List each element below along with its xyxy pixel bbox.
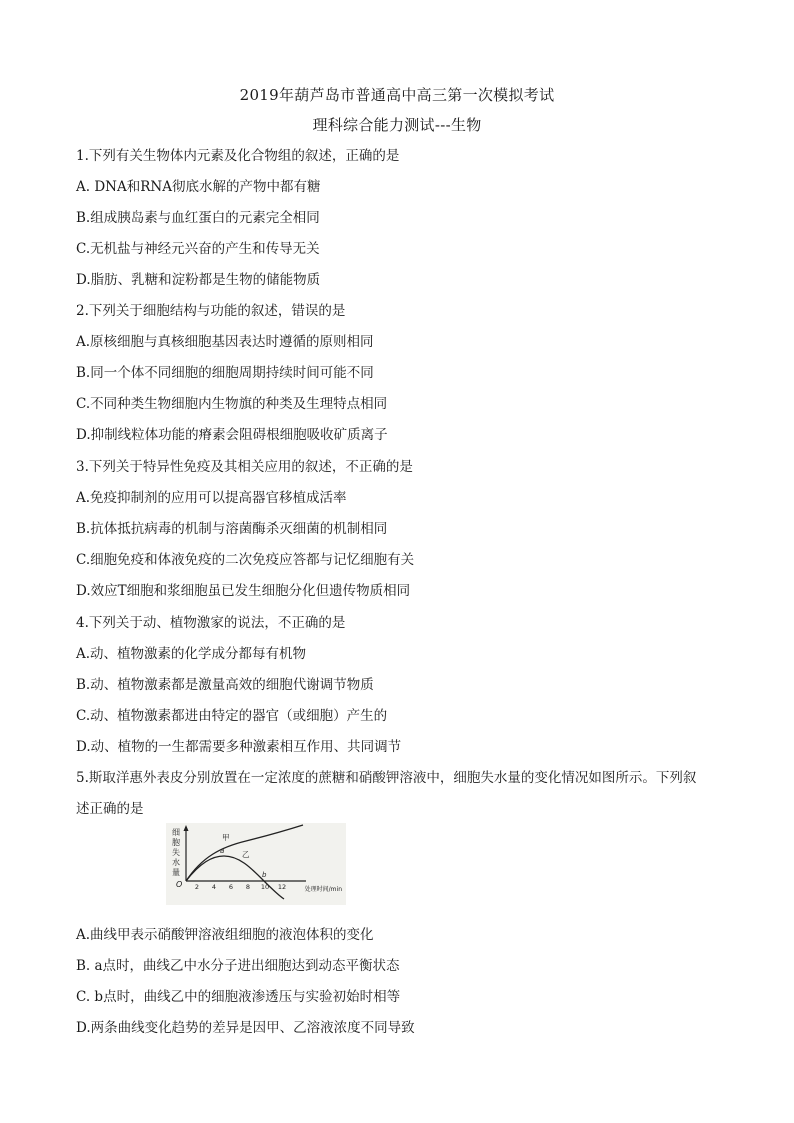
y-axis-char-4: 水 <box>172 858 180 867</box>
x-tick-6: 6 <box>228 883 234 891</box>
x-tick-2: 2 <box>194 883 200 891</box>
question-5-option-b: B. a点时，曲线乙中水分子进出细胞达到动态平衡状态 <box>76 958 400 974</box>
water-loss-figure <box>166 823 346 905</box>
question-4-option-a: A.动、植物激素的化学成分都每有机物 <box>76 646 307 662</box>
question-5-stem-line-2: 述正确的是 <box>76 801 144 817</box>
x-tick-10: 10 <box>260 883 270 891</box>
question-4-option-c: C.动、植物激素都进由特定的器官（或细胞）产生的 <box>76 708 388 724</box>
question-4-option-d: D.动、植物的一生都需要多种激素相互作用、共同调节 <box>76 739 402 755</box>
question-5-option-a: A.曲线甲表示硝酸钾溶液组细胞的液泡体积的变化 <box>76 927 374 943</box>
question-2-option-a: A.原核细胞与真核细胞基因表达时遵循的原则相同 <box>76 334 374 350</box>
curve-yi-label: 乙 <box>242 850 250 859</box>
point-b-label: b <box>262 871 267 879</box>
question-3-option-d: D.效应T细胞和浆细胞虽已发生细胞分化但遗传物质相同 <box>76 583 411 599</box>
question-1-option-a: A. DNA和RNA彻底水解的产物中都有糖 <box>76 179 321 195</box>
question-2-option-d: D.抑制线粒体功能的瘠素会阻碍根细胞吸收矿质离子 <box>76 427 388 443</box>
x-tick-4: 4 <box>211 883 217 891</box>
question-2-option-c: C.不同种类生物细胞内生物旗的种类及生理特点相同 <box>76 396 388 412</box>
question-5-option-c: C. b点时，曲线乙中的细胞液渗透压与实验初始时相等 <box>76 989 401 1005</box>
question-4-option-b: B.动、植物激素都是激量高效的细胞代谢调节物质 <box>76 677 374 693</box>
question-3-option-a: A.免疫抑制剂的应用可以提高器官移植成活率 <box>76 490 347 506</box>
water-loss-graph <box>166 823 346 905</box>
origin-label: O <box>176 880 183 889</box>
question-1-option-b: B.组成胰岛素与血红蛋白的元素完全相同 <box>76 210 320 226</box>
question-1-stem: 1.下列有关生物体内元素及化合物组的叙述，正确的是 <box>76 148 400 164</box>
point-a-label: a <box>220 847 225 855</box>
question-1-option-c: C.无机盐与神经元兴奋的产生和传导无关 <box>76 241 320 257</box>
question-3-stem: 3.下列关于特异性免疫及其相关应用的叙述，不正确的是 <box>76 459 413 475</box>
question-1-option-d: D.脂肪、乳糖和淀粉都是生物的储能物质 <box>76 272 321 288</box>
curve-jia-label: 甲 <box>222 833 230 842</box>
x-tick-12: 12 <box>277 883 287 891</box>
x-tick-8: 8 <box>245 883 251 891</box>
curve-yi <box>186 856 287 899</box>
question-5-stem-line-1: 5.斯取洋惠外表皮分别放置在一定浓度的蔗糖和硝酸钾溶液中，细胞失水量的变化情况如图所示。下列叙 <box>76 770 697 786</box>
y-axis-char-3: 失 <box>172 848 180 857</box>
question-3-option-c: C.细胞免疫和体液免疫的二次免疫应答都与记忆细胞有关 <box>76 552 415 568</box>
question-2-option-b: B.同一个体不同细胞的细胞周期持续时间可能不同 <box>76 365 374 381</box>
question-3-option-b: B.抗体抵抗病毒的机制与溶菌酶杀灭细菌的机制相同 <box>76 521 388 537</box>
exam-title: 2019年葫芦岛市普通高中高三第一次模拟考试 <box>239 86 555 104</box>
y-axis-char-2: 胞 <box>172 838 180 847</box>
y-axis-char-5: 量 <box>172 868 180 877</box>
question-2-stem: 2.下列关于细胞结构与功能的叙述，错误的是 <box>76 303 346 319</box>
exam-subtitle: 理科综合能力测试---生物 <box>312 116 482 134</box>
y-axis-char-1: 细 <box>172 828 180 837</box>
x-axis-label: 处理时间/min <box>304 886 342 893</box>
question-4-stem: 4.下列关于动、植物激家的说法，不正确的是 <box>76 615 346 631</box>
y-axis-arrow <box>184 825 189 831</box>
question-5-option-d: D.两条曲线变化趋势的差异是因甲、乙溶液浓度不同导致 <box>76 1020 415 1036</box>
